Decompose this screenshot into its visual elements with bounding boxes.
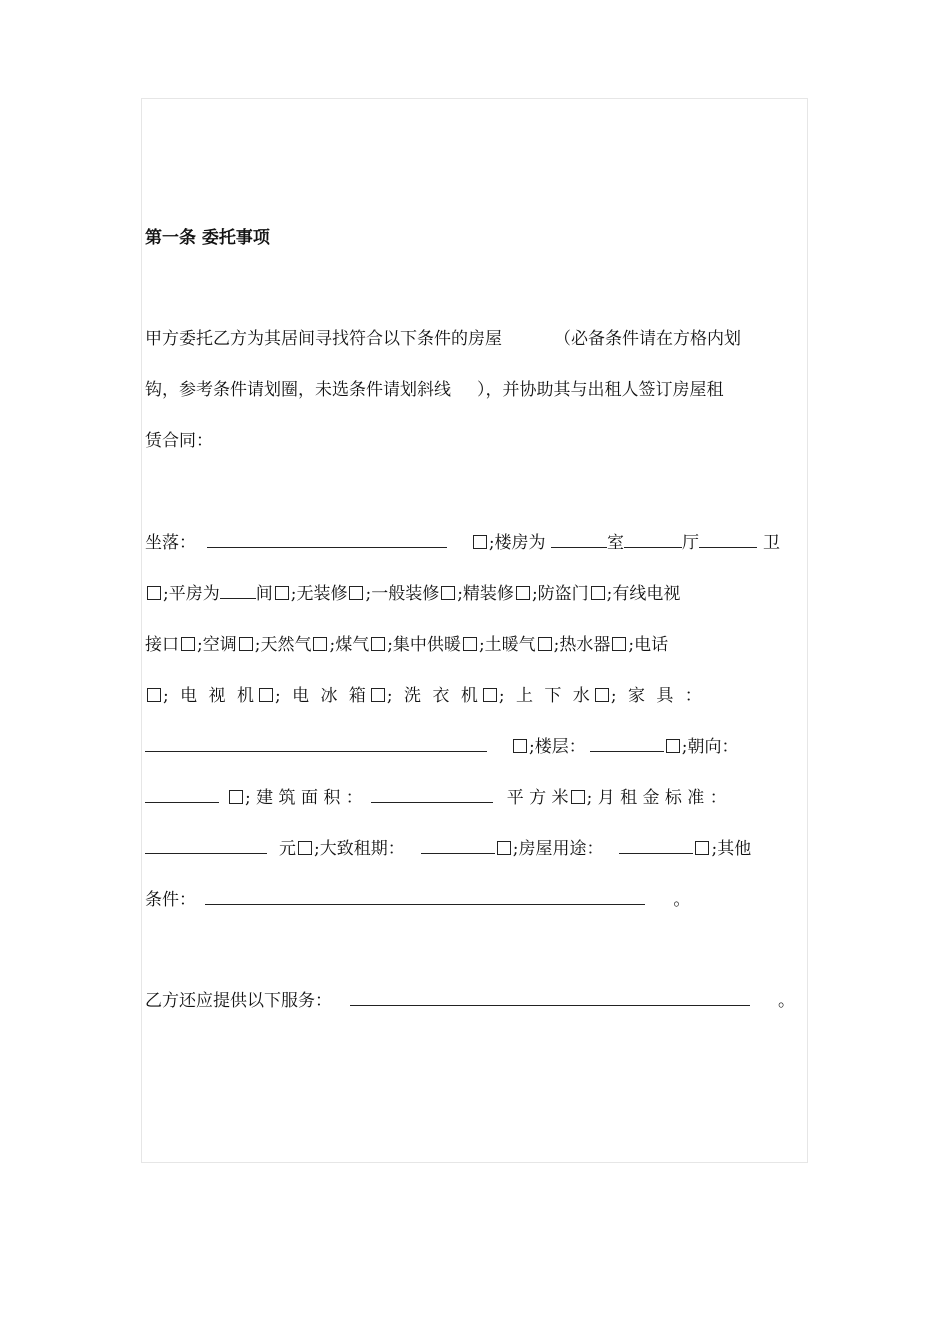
orientation-checkbox[interactable]: [229, 790, 243, 804]
washer-checkbox[interactable]: [483, 688, 497, 702]
floor-checkbox[interactable]: [666, 739, 680, 753]
services-blank[interactable]: [350, 989, 750, 1006]
jian-blank[interactable]: [220, 582, 256, 599]
central-heat-checkbox[interactable]: [463, 637, 477, 651]
form-line-7: 元 ;大致租期： ;房屋用途： ;其他: [145, 834, 751, 864]
basic-deco-checkbox[interactable]: [441, 586, 455, 600]
intro-line-2: 钩，参考条件请划圈，未选条件请划斜线 ），并协助其与出租人签订房屋租: [145, 380, 724, 400]
rent-checkbox[interactable]: [298, 841, 312, 855]
other-conditions-blank[interactable]: [205, 888, 645, 905]
bath-blank[interactable]: [699, 531, 757, 548]
form-line-2: ;平房为 间 ;无装修 ;一般装修 ;精装修 ;防盗门 ;有线电视: [145, 579, 680, 609]
term-checkbox[interactable]: [497, 841, 511, 855]
form-line-3: 接口 ;空调 ;天然气 ;煤气 ;集中供暖 ;土暖气 ;热水器 ;电话: [145, 635, 669, 655]
floor-blank[interactable]: [590, 735, 664, 752]
cable-tv-checkbox[interactable]: [181, 637, 195, 651]
no-deco-checkbox[interactable]: [349, 586, 363, 600]
room-blank[interactable]: [551, 531, 607, 548]
security-door-checkbox[interactable]: [591, 586, 605, 600]
coal-gas-checkbox[interactable]: [371, 637, 385, 651]
services-line: 乙方还应提供以下服务： 。: [145, 991, 795, 1011]
water-checkbox[interactable]: [595, 688, 609, 702]
local-heat-checkbox[interactable]: [538, 637, 552, 651]
location-checkbox[interactable]: [473, 535, 487, 549]
fine-deco-checkbox[interactable]: [516, 586, 530, 600]
form-line-5: ;楼层： ;朝向：: [145, 732, 738, 762]
usage-checkbox[interactable]: [695, 841, 709, 855]
location-blank[interactable]: [207, 531, 447, 548]
usage-blank[interactable]: [619, 837, 693, 854]
fridge-checkbox[interactable]: [371, 688, 385, 702]
intro-line-1: 甲方委托乙方为其居间寻找符合以下条件的房屋 （必备条件请在方格内划: [145, 329, 741, 349]
phone-checkbox[interactable]: [147, 688, 161, 702]
hall-blank[interactable]: [624, 531, 682, 548]
section-heading: 第一条 委托事项: [145, 228, 270, 248]
form-line-1: 坐落： ;楼房为 室 厅 卫: [145, 533, 780, 553]
area-checkbox[interactable]: [571, 790, 585, 804]
ac-checkbox[interactable]: [239, 637, 253, 651]
rent-blank[interactable]: [145, 837, 267, 854]
building-checkbox[interactable]: [147, 586, 161, 600]
furniture-checkbox[interactable]: [513, 739, 527, 753]
water-heater-checkbox[interactable]: [612, 637, 626, 651]
intro-line-3: 赁合同：: [145, 431, 213, 451]
form-line-4: ; 电 视 机 ; 电 冰 箱 ; 洗 衣 机 ; 上 下 水 ; 家 具 ：: [145, 681, 705, 711]
furniture-blank[interactable]: [145, 735, 487, 752]
tv-checkbox[interactable]: [259, 688, 273, 702]
form-line-8: 条件： 。: [145, 890, 691, 910]
bungalow-checkbox[interactable]: [275, 586, 289, 600]
form-line-6: ; 建 筑 面 积 ： 平 方 米 ; 月 租 金 标 准 ：: [145, 783, 727, 813]
gas-checkbox[interactable]: [313, 637, 327, 651]
orientation-blank[interactable]: [145, 786, 219, 803]
term-blank[interactable]: [421, 837, 495, 854]
area-blank[interactable]: [371, 786, 493, 803]
